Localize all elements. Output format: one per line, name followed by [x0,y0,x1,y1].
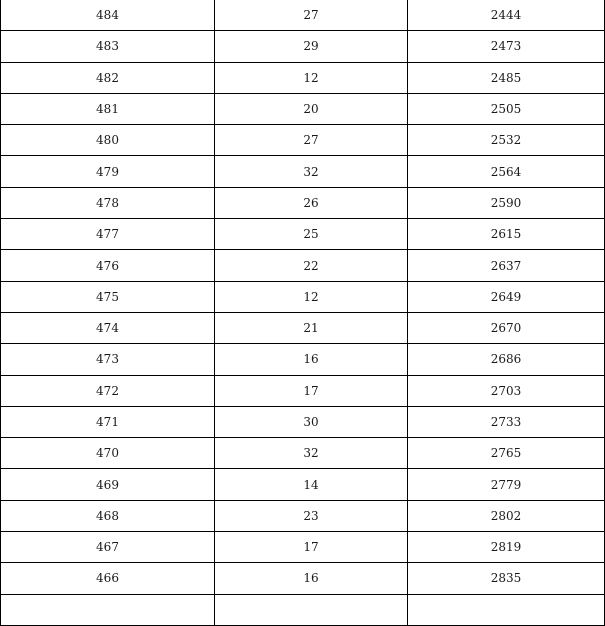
cumulative-cell: 2564 [408,156,605,187]
cumulative-cell: 2686 [408,344,605,375]
table-row [1,469,605,500]
count-cell: 29 [215,31,408,62]
score-cell: 476 [1,250,215,281]
count-cell: 32 [215,156,408,187]
score-cell: 480 [1,125,215,156]
cumulative-cell: 2590 [408,187,605,218]
table-row [1,31,605,62]
table-row [1,594,605,625]
cumulative-cell: 2819 [408,532,605,563]
score-cell: 475 [1,281,215,312]
score-cell: 469 [1,469,215,500]
count-cell: 12 [215,62,408,93]
table-row [1,563,605,594]
table-row [1,312,605,343]
cumulative-cell: 2485 [408,62,605,93]
score-cell: 484 [1,0,215,31]
cumulative-cell: 2703 [408,375,605,406]
count-cell: 17 [215,532,408,563]
cumulative-cell: 2802 [408,500,605,531]
table-row [1,93,605,124]
cumulative-cell: 2765 [408,438,605,469]
cumulative-cell: 2615 [408,219,605,250]
table-row [1,438,605,469]
cumulative-cell: 2532 [408,125,605,156]
table-row [1,125,605,156]
cumulative-cell: 2473 [408,31,605,62]
cumulative-cell: 2779 [408,469,605,500]
cumulative-cell [408,594,605,625]
count-cell: 17 [215,375,408,406]
score-cell: 483 [1,31,215,62]
cumulative-cell: 2835 [408,563,605,594]
count-cell: 27 [215,0,408,31]
count-cell: 27 [215,125,408,156]
score-cell: 481 [1,93,215,124]
cumulative-cell: 2444 [408,0,605,31]
table-row [1,156,605,187]
cumulative-cell: 2649 [408,281,605,312]
score-cell: 470 [1,438,215,469]
cumulative-cell: 2733 [408,406,605,437]
count-cell [215,594,408,625]
count-cell: 20 [215,93,408,124]
score-cell: 477 [1,219,215,250]
count-cell: 16 [215,563,408,594]
cumulative-cell: 2637 [408,250,605,281]
count-cell: 32 [215,438,408,469]
table-body [1,0,605,625]
table-row [1,187,605,218]
score-cell: 468 [1,500,215,531]
cumulative-cell: 2505 [408,93,605,124]
count-cell: 23 [215,500,408,531]
table-row [1,281,605,312]
count-cell: 14 [215,469,408,500]
score-cell: 473 [1,344,215,375]
count-cell: 25 [215,219,408,250]
table-row [1,344,605,375]
table-row [1,250,605,281]
score-cell: 466 [1,563,215,594]
score-cell: 478 [1,187,215,218]
score-cell: 467 [1,532,215,563]
count-cell: 16 [215,344,408,375]
score-cell [1,594,215,625]
table-row [1,500,605,531]
table-row [1,219,605,250]
count-cell: 21 [215,312,408,343]
count-cell: 30 [215,406,408,437]
cumulative-cell: 2670 [408,312,605,343]
score-cell: 471 [1,406,215,437]
score-cell: 479 [1,156,215,187]
count-cell: 12 [215,281,408,312]
count-cell: 22 [215,250,408,281]
table-row [1,62,605,93]
score-cell: 472 [1,375,215,406]
count-cell: 26 [215,187,408,218]
table-row [1,375,605,406]
score-cell: 474 [1,312,215,343]
score-cell: 482 [1,62,215,93]
table-row [1,0,605,31]
table-row [1,406,605,437]
table-row [1,532,605,563]
